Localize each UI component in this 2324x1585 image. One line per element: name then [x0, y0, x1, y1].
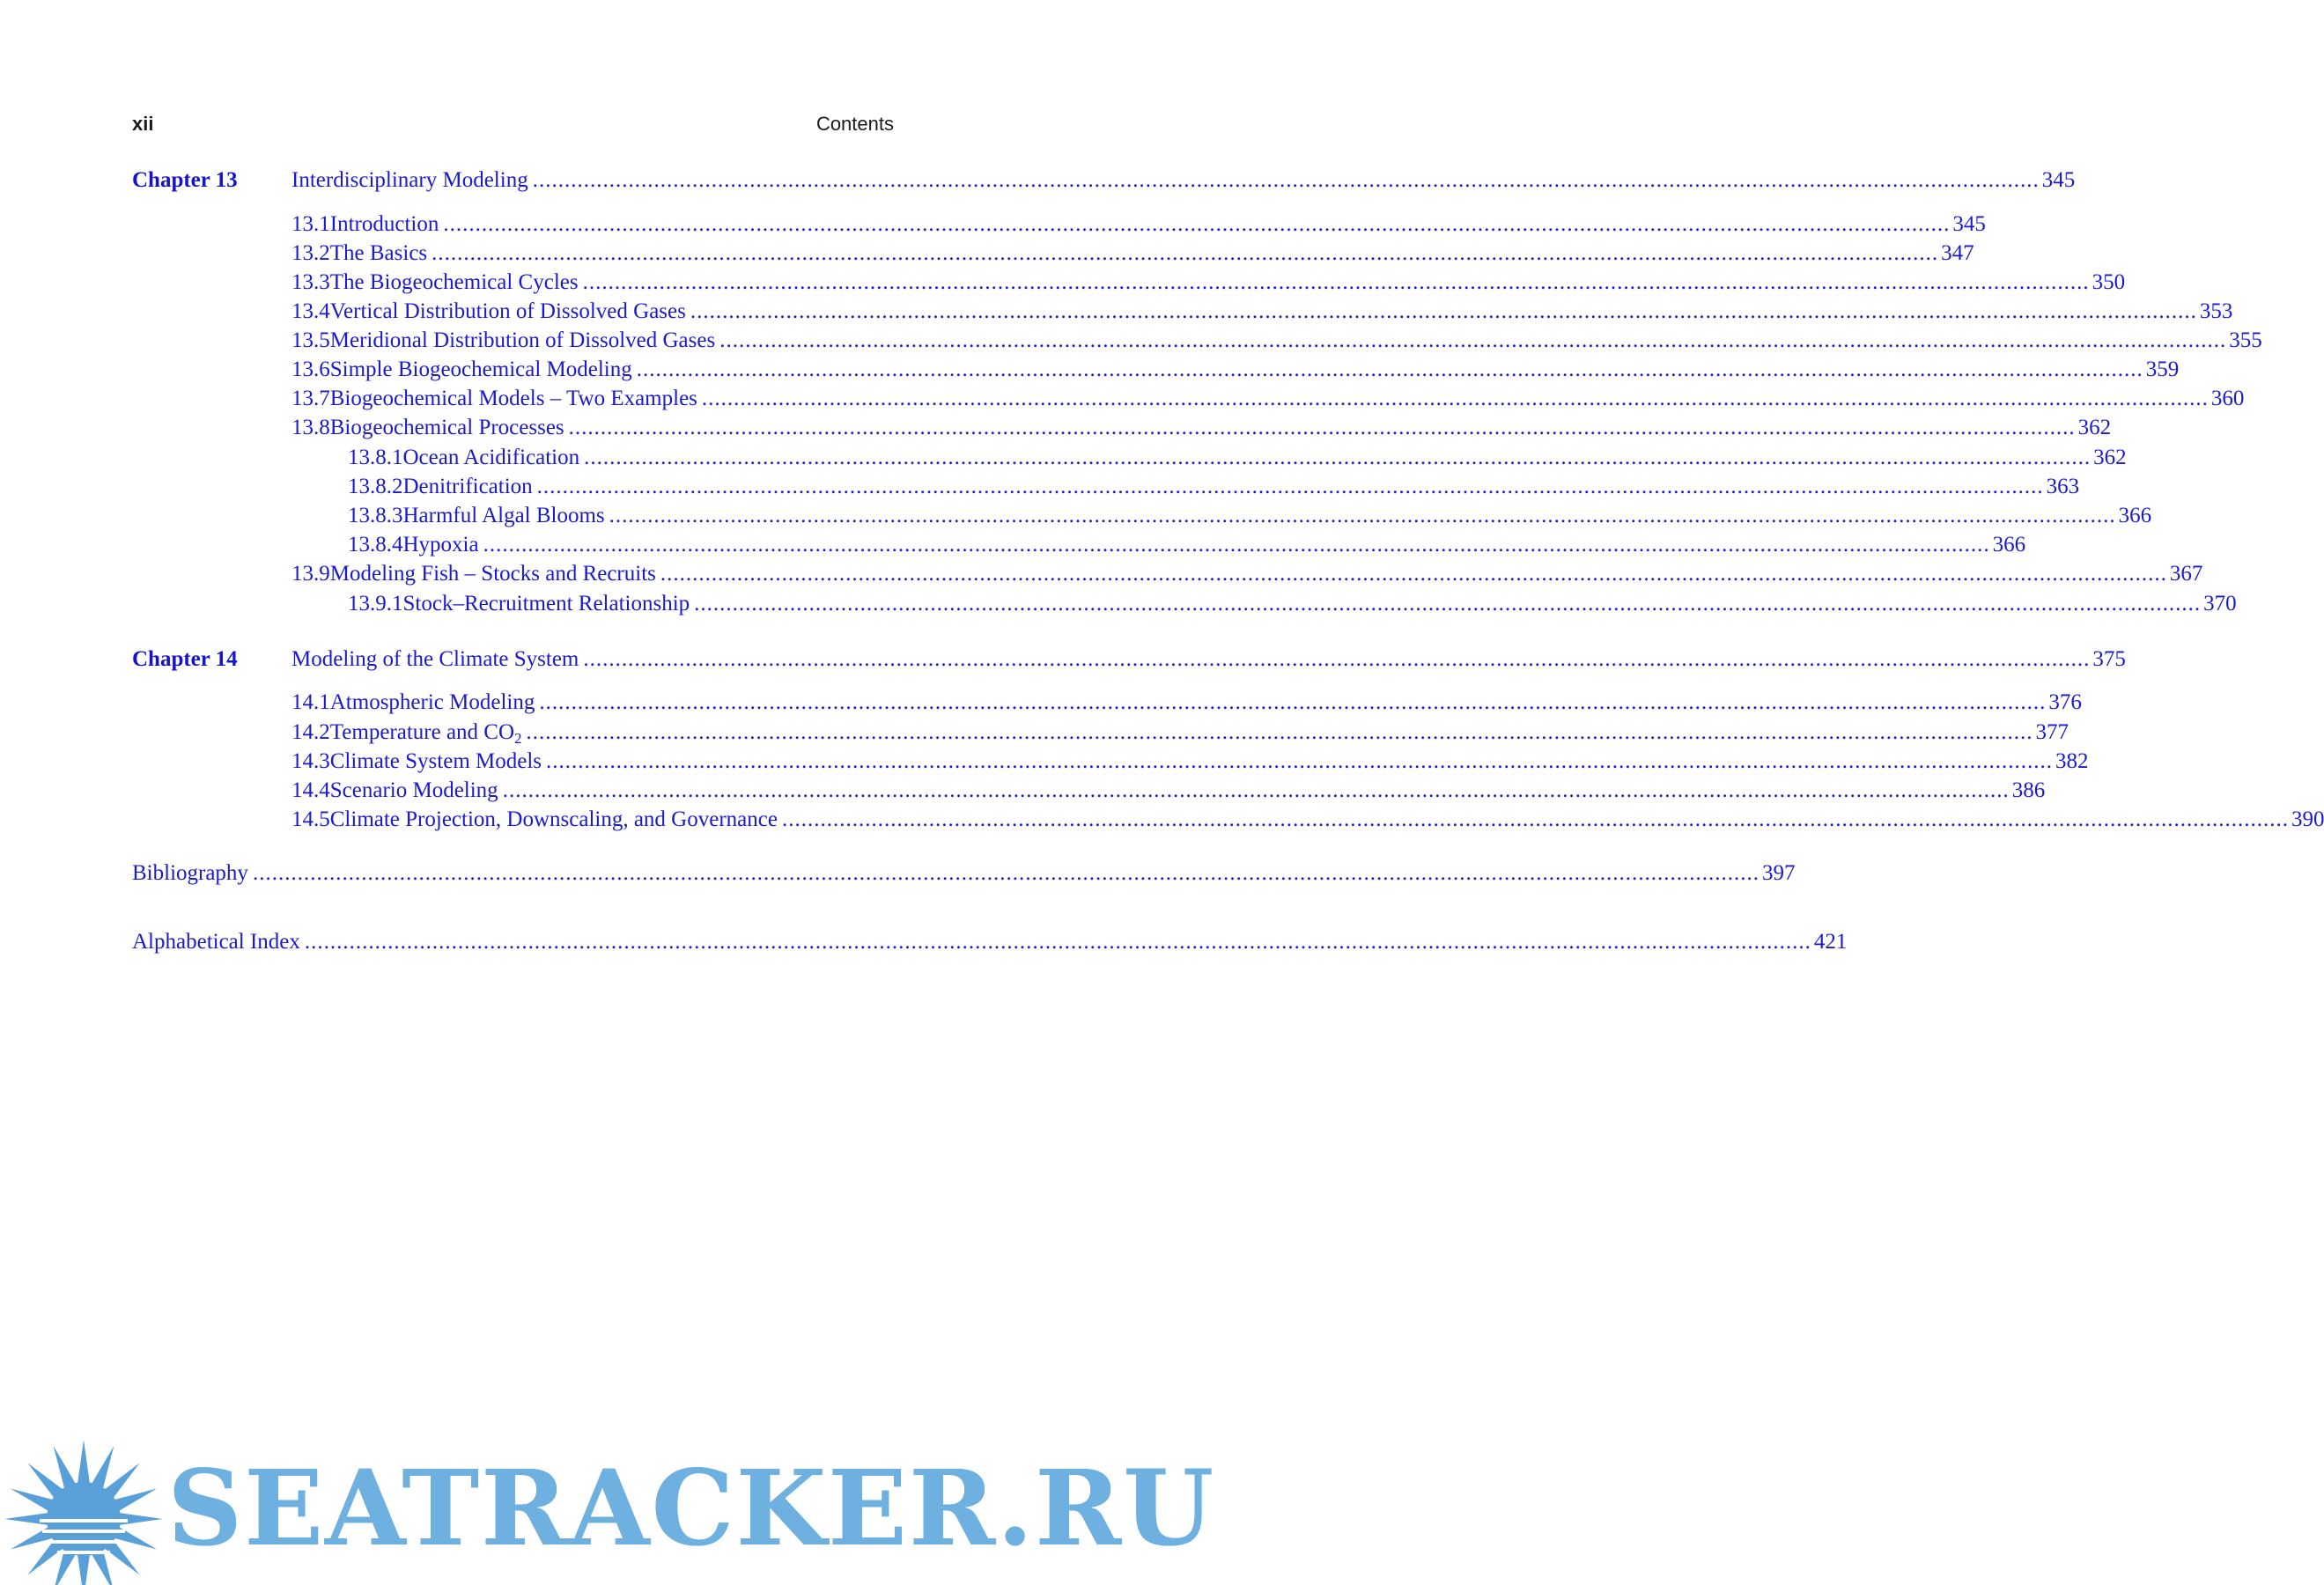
dot-leader	[660, 559, 2167, 589]
dot-leader	[690, 297, 2197, 327]
page-ref: 375	[2092, 647, 2126, 671]
section-number: 13.3	[291, 270, 330, 294]
section-number: 13.1	[291, 212, 330, 236]
dot-leader	[583, 268, 2090, 298]
section-number: 14.4	[291, 778, 330, 802]
subsection-title: Stock–Recruitment Relationship	[402, 592, 690, 616]
page-ref: 362	[2077, 416, 2112, 439]
page-ref: 382	[2055, 749, 2089, 773]
section-number: 14.5	[291, 807, 330, 831]
section-title: Introduction	[329, 212, 439, 236]
toc-section[interactable]	[132, 355, 2180, 385]
dot-leader	[609, 501, 2116, 531]
section-title: The Basics	[329, 241, 428, 265]
toc-subsection[interactable]	[132, 530, 2026, 560]
toc-section[interactable]	[132, 747, 2089, 777]
section-number: 13.7	[291, 387, 330, 410]
toc-subsection[interactable]	[132, 589, 2237, 619]
toc-subsection[interactable]	[132, 472, 2080, 502]
subsection-number: 13.8.3	[348, 504, 403, 527]
running-title: Contents	[815, 113, 894, 135]
page-ref: 377	[2035, 720, 2069, 744]
page-ref: 366	[2118, 504, 2152, 527]
page-ref: 360	[2210, 387, 2245, 410]
dot-leader	[569, 413, 2076, 443]
running-head	[132, 113, 894, 139]
section-title: Biogeochemical Processes	[329, 416, 564, 439]
page-ref: 355	[2229, 328, 2262, 352]
subsection-title: Hypoxia	[402, 533, 479, 557]
toc-section[interactable]	[132, 805, 2324, 835]
section-number: 14.1	[291, 690, 330, 714]
toc-bibliography[interactable]	[132, 859, 1796, 888]
toc-section[interactable]	[132, 776, 2046, 806]
subsection-title: Ocean Acidification	[402, 446, 580, 469]
page-number: xii	[132, 113, 154, 135]
dot-leader	[702, 384, 2209, 414]
page-ref: 367	[2169, 562, 2203, 586]
toc-subsection[interactable]	[132, 443, 2127, 473]
section-title: Vertical Distribution of Dissolved Gases	[329, 299, 686, 323]
toc-section[interactable]	[132, 718, 2069, 748]
page-ref: 359	[2145, 358, 2180, 381]
chapter-label: Chapter 13	[132, 168, 238, 192]
dot-leader	[305, 927, 1811, 957]
dot-leader	[537, 472, 2044, 502]
page-ref: 345	[1952, 212, 1986, 236]
page-ref: 370	[2203, 592, 2237, 616]
page-ref: 362	[2093, 446, 2127, 469]
subsection-title: Denitrification	[402, 475, 533, 498]
section-title: Biogeochemical Models – Two Examples	[329, 387, 697, 410]
section-title: Climate System Models	[329, 749, 542, 773]
dot-leader	[583, 645, 2090, 675]
page-ref: 421	[1813, 930, 1848, 954]
section-number: 13.8	[291, 416, 330, 439]
page-ref: 376	[2048, 690, 2082, 714]
section-number: 13.2	[291, 241, 330, 265]
page-ref: 390	[2291, 807, 2324, 831]
page-ref: 366	[1992, 533, 2026, 557]
dot-leader	[527, 718, 2033, 748]
page-ref: 345	[2041, 168, 2076, 192]
subsection-number: 13.8.1	[348, 446, 403, 469]
toc-section[interactable]	[132, 268, 2126, 298]
page-ref: 386	[2011, 778, 2046, 802]
dot-leader	[539, 688, 2046, 718]
toc-section[interactable]	[132, 384, 2245, 414]
chapter-title: Modeling of the Climate System	[291, 647, 579, 671]
backmatter-title: Bibliography	[132, 861, 248, 885]
section-title: Scenario Modeling	[329, 778, 498, 802]
backmatter-title: Alphabetical Index	[132, 930, 300, 954]
dot-leader	[637, 355, 2143, 385]
dot-leader	[432, 239, 1938, 269]
dot-leader	[782, 805, 2289, 835]
section-title: Meridional Distribution of Dissolved Gases	[329, 328, 716, 352]
toc-section[interactable]	[132, 559, 2203, 589]
subsection-number: 13.9.1	[348, 592, 403, 616]
toc-section[interactable]	[132, 297, 2233, 327]
dot-leader	[694, 589, 2201, 619]
page-ref: 397	[1761, 861, 1796, 885]
subsection-title: Harmful Algal Blooms	[402, 504, 605, 527]
sun-logo-icon	[0, 1422, 167, 1585]
subsection-number: 13.8.4	[348, 533, 403, 557]
dot-leader	[503, 776, 2010, 806]
toc-section[interactable]	[132, 210, 1986, 240]
section-title: Temperature and $CO_2$	[329, 720, 522, 747]
dot-leader	[443, 210, 1950, 240]
watermark-text: SEATRACKER.RU	[167, 1447, 1216, 1569]
dot-leader	[546, 747, 2053, 777]
toc-chapter-14[interactable]	[132, 645, 2126, 675]
toc-chapter-13[interactable]	[132, 166, 2076, 195]
section-number: 14.3	[291, 749, 330, 773]
page-ref: 363	[2046, 475, 2080, 498]
toc-subsection[interactable]	[132, 501, 2152, 531]
dot-leader	[483, 530, 1990, 560]
chapter-label: Chapter 14	[132, 647, 238, 671]
dot-leader	[533, 166, 2040, 195]
dot-leader	[719, 326, 2226, 356]
section-title: Simple Biogeochemical Modeling	[329, 358, 632, 381]
section-title: Climate Projection, Downscaling, and Governance	[329, 807, 778, 831]
section-number: 13.6	[291, 358, 330, 381]
subsection-number: 13.8.2	[348, 475, 403, 498]
section-number: 14.2	[291, 720, 330, 744]
chapter-title: Interdisciplinary Modeling	[291, 168, 528, 192]
section-title: Atmospheric Modeling	[329, 690, 535, 714]
toc-section[interactable]	[132, 688, 2082, 718]
page-ref: 350	[2092, 270, 2126, 294]
watermark	[0, 1422, 1216, 1585]
section-number: 13.4	[291, 299, 330, 323]
section-number: 13.5	[291, 328, 330, 352]
subscript-2: 2	[514, 730, 522, 747]
toc-alphabetical-index[interactable]	[132, 927, 1848, 957]
dot-leader	[584, 443, 2091, 473]
section-title: Modeling Fish – Stocks and Recruits	[329, 562, 656, 586]
toc-section[interactable]	[132, 413, 2112, 443]
section-title: The Biogeochemical Cycles	[329, 270, 579, 294]
page-ref: 347	[1941, 241, 1974, 265]
section-number: 13.9	[291, 562, 330, 586]
dot-leader	[253, 859, 1760, 888]
toc-section[interactable]	[132, 239, 1974, 269]
page-ref: 353	[2199, 299, 2233, 323]
toc-section[interactable]	[132, 326, 2262, 356]
